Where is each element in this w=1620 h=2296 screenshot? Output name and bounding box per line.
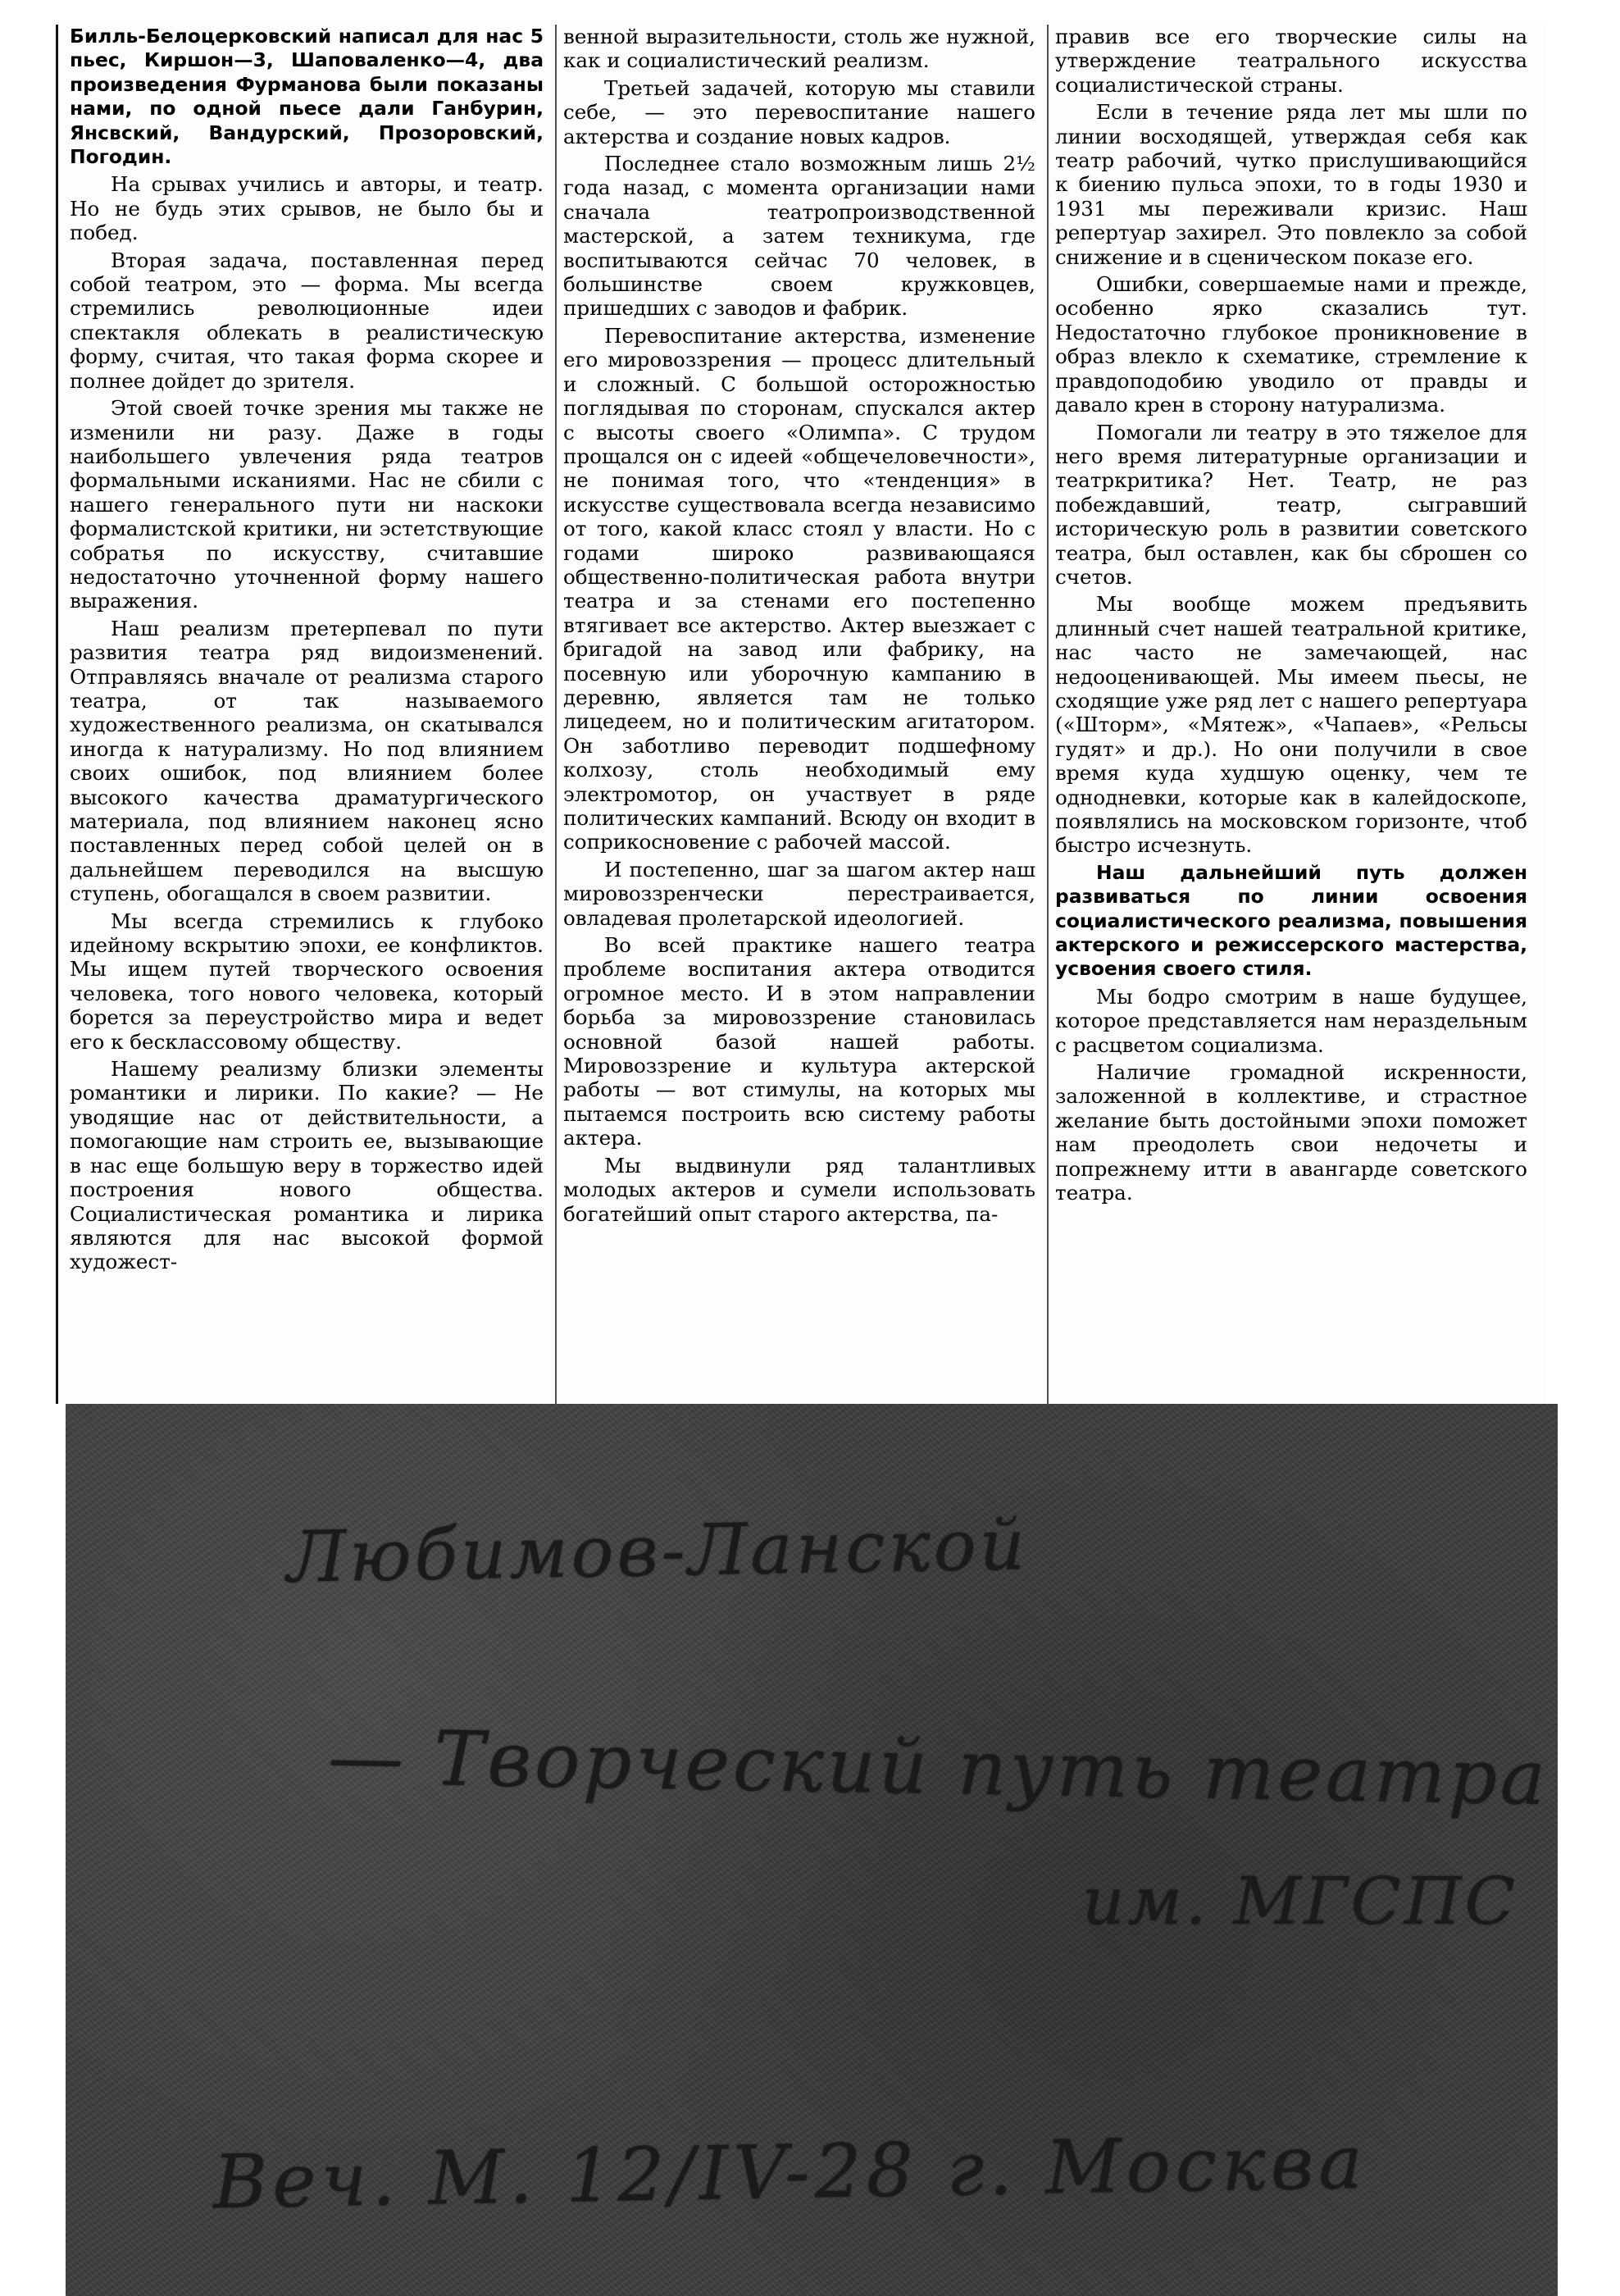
article-paragraph: Помогали ли театру в это тяжелое для него время литературные организации и театркритика? Нет. Театр, не раз побеждавший, театр, сыгравший историческую роль в развитии советского театра, был оставлен, как бы сброшен со счетов. bbox=[1055, 420, 1527, 589]
article-paragraph: Вторая задача, поставленная перед собой театром, это — форма. Мы всегда стремились революционные идеи спектакля облекать в реалистическую форму, считая, что такая форма скорее и полнее дойдет до зрителя. bbox=[70, 248, 544, 393]
article-paragraph: Ошибки, совершаемые нами и прежде, особенно ярко сказались тут. Недостаточно глубокое проникновение в образ влекло к схематике, стремление к правдоподобию уводило от правды и давало крен в сторону натурализма. bbox=[1055, 272, 1527, 417]
article-paragraph: И постепенно, шаг за шагом актер наш мировоззренчески перестраивается, овладевая пролетарской идеологией. bbox=[563, 857, 1035, 930]
article-paragraph: Билль-Белоцерковский написал для нас 5 пьес, Киршон—3, Шаповаленко—4, два произведения Фурманова были показаны нами, по одной пьесе дали Ганбурин, Янсвский, Вандурский, Прозоровский, Погодин. bbox=[70, 25, 544, 169]
handwritten-author: Любимов-Ланской bbox=[286, 1504, 1029, 1599]
article-paragraph: Во всей практике нашего театра проблеме воспитания актера отводится огромное место. И в этом направлении борьба за мировоззрение становилась основной базой нашей работы. Мировоззрение и культура актерской работы — вот стимулы, на которых мы пытаемся построить всю систему работы актера. bbox=[563, 933, 1035, 1150]
handwritten-source-date: Веч. М. 12/IV-28 г. Москва bbox=[212, 2119, 1368, 2226]
article-paragraph: Мы бодро смотрим в наше будущее, которое представляется нам нераздельным с расцветом социализма. bbox=[1055, 984, 1527, 1057]
article-paragraph: Третьей задачей, которую мы ставили себе, — это перевоспитание нашего актерства и создание новых кадров. bbox=[563, 75, 1035, 148]
article-paragraph: Наличие громадной искренности, заложенной в коллективе, и страстное желание быть достойными эпохи поможет нам преодолеть свои недочеты и попрежнему итти в авангарде советского театра. bbox=[1055, 1060, 1527, 1205]
handwritten-title-continued: им. МГСПС bbox=[1082, 1863, 1518, 1939]
article-columns bbox=[63, 25, 1539, 1404]
handwritten-title: — Творческий путь театра bbox=[327, 1713, 1549, 1822]
article-paragraph: венной выразительности, столь же нужной, как и социалистический реализм. bbox=[563, 25, 1035, 73]
newspaper-clipping bbox=[56, 25, 1546, 1404]
article-paragraph: Этой своей точке зрения мы также не изменили ни разу. Даже в годы наибольшего увлечения ряда театров формальными исканиями. Нас не сбили с нашего генерального пути ни наскоки формалистской критики, ни эстетствующие собратья по искусству, считавшие недостаточно уточненной форму нашего выражения. bbox=[70, 396, 544, 613]
article-paragraph: Наш реализм претерпевал по пути развития театра ряд видоизменений. Отправляясь вначале от реализма старого театра, от так называемого художественного реализма, он скатывался иногда к натурализму. Но под влиянием своих ошибок, под влиянием более высокого качества драматургического материала, под влиянием наконец ясно поставленных перед собой целей он в дальнейшем переводился на высшую ступень, обогащался в своем развитии. bbox=[70, 616, 544, 906]
article-paragraph: Последнее стало возможным лишь 2½ года назад, с момента организации нами сначала театропроизводственной мастерской, а затем техникума, где воспитываются сейчас 70 человек, в большинстве своем кружковцев, пришедших с заводов и фабрик. bbox=[563, 152, 1035, 321]
article-column-1 bbox=[63, 25, 555, 1404]
article-paragraph: Если в течение ряда лет мы шли по линии восходящей, утверждая себя как театр рабочий, чутко прислушивающийся к биению пульса эпохи, то в годы 1930 и 1931 мы переживали кризис. Наш репертуар захирел. Это повлекло за собой снижение и в сценическом показе его. bbox=[1055, 100, 1527, 269]
article-paragraph: Мы вообще можем предъявить длинный счет нашей театральной критике, нас часто не замечающей, нас недооценивающей. Мы имеем пьесы, не сходящие уже ряд лет с нашего репертуара («Шторм», «Мятеж», «Чапаев», «Рельсы гудят» и др.). Но они получили в свое время куда худшую оценку, чем те однодневки, которые как в калейдоскопе, появлялись на московском горизонте, чтоб быстро исчезнуть. bbox=[1055, 592, 1527, 858]
article-paragraph: Мы выдвинули ряд талантливых молодых актеров и сумели использовать богатейший опыт старого актерства, па- bbox=[563, 1153, 1035, 1226]
article-paragraph: Перевоспитание актерства, изменение его мировоззрения — процесс длительный и сложный. С большой осторожностью поглядывая по сторонам, спускался актер с высоты своего «Олимпа». С трудом прощался он с идеей «общечеловечности», не понимая того, что «тенденция» в искусстве существовала всегда независимо от того, какой класс стоял у власти. Но с годами широко развивающаяся общественно-политическая работа внутри театра и за стенами его постепенно втягивает все актерство. Актер выезжает с бригадой на завод или фабрику, на посевную или уборочную кампанию в деревню, является там не только лицедеем, но и политическим агитатором. Он заботливо переводит подшефному колхозу, столь необходимый ему электромотор, он участвует в ряде политических кампаний. Всюду он входит в соприкосновение с рабочей массой. bbox=[563, 323, 1035, 854]
article-column-2 bbox=[555, 25, 1047, 1404]
article-paragraph: Нашему реализму близки элементы романтики и лирики. По какие? — Не уводящие нас от действительности, а помогающие нам строить ее, вызывающие в нас еще большую веру в торжество идей построения нового общества. Социалистическая романтика и лирика являются для нас высокой формой художест- bbox=[70, 1057, 544, 1274]
article-paragraph: Мы всегда стремились к глубоко идейному вскрытию эпохи, ее конфликтов. Мы ищем путей творческого освоения человека, того нового человека, который борется за переустройство мира и ведет его к бесклассовому обществу. bbox=[70, 909, 544, 1054]
article-paragraph: На срывах учились и авторы, и театр. Но не будь этих срывов, не было бы и побед. bbox=[70, 172, 544, 245]
archive-card bbox=[66, 1404, 1558, 2296]
article-paragraph: правив все его творческие силы на утверждение театрального искусства социалистической страны. bbox=[1055, 25, 1527, 97]
article-paragraph: Наш дальнейший путь должен развиваться по линии освоения социалистического реализма, повышения актерского и режиссерского мастерства, усвоения своего стиля. bbox=[1055, 860, 1527, 981]
article-column-3 bbox=[1047, 25, 1539, 1404]
